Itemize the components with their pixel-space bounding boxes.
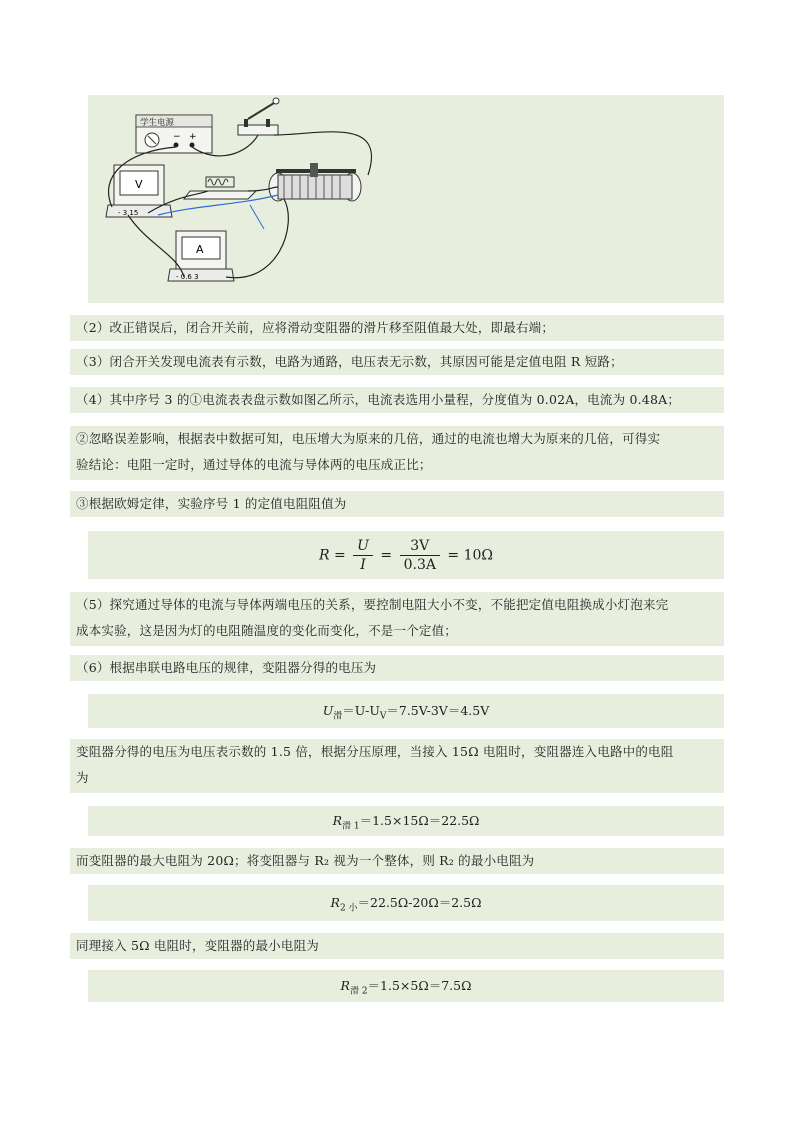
formula-r-slide-2 <box>88 970 724 1002</box>
rheostat <box>269 163 361 201</box>
para-4: （4）其中序号 3 的①电流表表盘示数如图乙所示，电流表选用小量程，分度值为 0.02A，电流为 0.48A； <box>70 387 724 413</box>
f4-value: ＝22.5Ω-20Ω＝2.5Ω <box>357 895 482 910</box>
formula-r-slide-1 <box>88 806 724 836</box>
f5-value: ＝1.5×5Ω＝7.5Ω <box>367 978 472 993</box>
fixed-resistor <box>184 177 256 199</box>
power-supply-label: 学生电源 <box>140 118 175 128</box>
voltmeter-terminals: - 3 15 <box>118 209 139 217</box>
para-5-line1: （5）探究通过导体的电流与导体两端电压的关系，要控制电阻大小不变，不能把定值电阻换成小灯泡来完 <box>76 597 669 612</box>
voltmeter <box>106 165 172 217</box>
para-5-line2: 成本实验，这是因为灯的电阻随温度的变化而变化，不是一个定值； <box>76 623 458 638</box>
f2-u: U <box>322 703 334 718</box>
frac-i: I <box>360 556 366 573</box>
f4-r: R <box>330 895 340 910</box>
formula-ohm: R = $\frac{U}{I}$ = $\frac{3V}{0.3A}$ = 10Ω <box>88 531 724 579</box>
f3-r: R <box>332 813 342 828</box>
para-6: （6）根据串联电路电压的规律，变阻器分得的电压为 <box>70 655 724 681</box>
circuit-figure <box>88 95 724 303</box>
f2-sub-v: V <box>379 711 387 722</box>
f5-r: R <box>340 978 350 993</box>
formula-result: 10Ω <box>463 547 494 563</box>
formula-r2-min <box>88 885 724 921</box>
frac-03a: 0.3A <box>403 556 436 573</box>
para-4b-line1: ②忽略误差影响，根据表中数据可知，电压增大为原来的几倍，通过的电流也增大为原来的几倍，可得实 <box>76 431 661 446</box>
svg-text:+: + <box>189 132 197 142</box>
ammeter <box>168 231 234 281</box>
f2-sub-slide: 滑 <box>333 711 343 722</box>
frac-3v: 3V <box>400 537 440 556</box>
f5-sub: 滑 2 <box>349 986 368 997</box>
switch <box>238 98 279 135</box>
para-7-line1: 变阻器分得的电压为电压表示数的 1.5 倍，根据分压原理，当接入 15Ω 电阻时，变阻器连入电路中的电阻 <box>76 744 674 759</box>
frac-u: U <box>357 537 369 554</box>
circuit-diagram <box>88 95 724 303</box>
f2-value: ＝7.5V-3V＝4.5V <box>386 703 490 718</box>
ammeter-terminals: - 0.6 3 <box>176 273 199 281</box>
f4-sub: 2 小 <box>339 903 358 914</box>
cross-mark <box>250 205 264 229</box>
para-3: （3）闭合开关发现电流表有示数，电路为通路，电压表无示数，其原因可能是定值电阻 R 短路； <box>70 349 724 375</box>
para-4b <box>70 426 724 480</box>
formula-slide-voltage <box>88 694 724 728</box>
para-8: 而变阻器的最大电阻为 20Ω；将变阻器与 R₂ 视为一个整体，则 R₂ 的最小电阻为 <box>70 848 724 874</box>
para-5 <box>70 592 724 646</box>
voltmeter-symbol: V <box>135 178 143 191</box>
para-2: （2）改正错误后，闭合开关前，应将滑动变阻器的滑片移至阻值最大处，即最右端； <box>70 315 724 341</box>
formula-r: R <box>318 547 330 563</box>
para-7 <box>70 739 724 793</box>
svg-text:−: − <box>173 132 181 142</box>
f3-value: ＝1.5×15Ω＝22.5Ω <box>359 813 480 828</box>
para-9: 同理接入 5Ω 电阻时，变阻器的最小电阻为 <box>70 933 724 959</box>
para-4b-line2: 验结论：电阻一定时，通过导体的电流与导体两的电压成正比； <box>76 457 432 472</box>
f3-sub: 滑 1 <box>342 821 360 832</box>
para-4c: ③根据欧姆定律，实验序号 1 的定值电阻阻值为 <box>70 491 724 517</box>
f2-rest: ＝U-U <box>342 703 380 718</box>
para-7-line2: 为 <box>76 770 89 785</box>
ammeter-symbol: A <box>196 243 204 256</box>
